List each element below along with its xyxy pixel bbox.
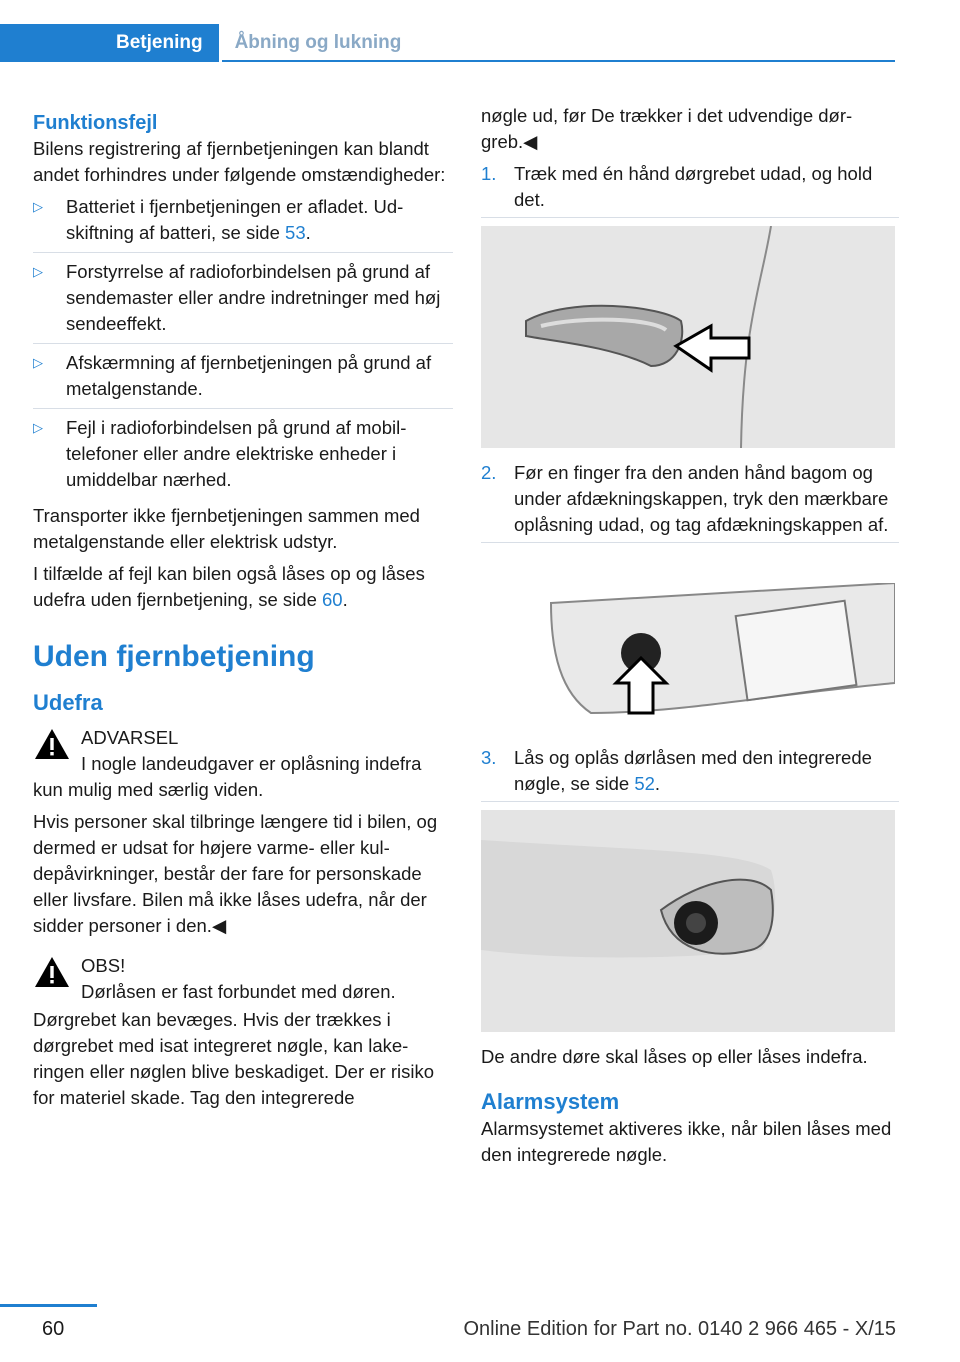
alarm-paragraph: Alarmsystemet aktiveres ikke, når bilen låses med den integrerede nøgle. xyxy=(481,1118,892,1165)
step-list-3 xyxy=(481,745,899,802)
transport-paragraph: Transporter ikke fjernbetjeningen sammen med metalgenstande eller elektrisk udstyr. xyxy=(33,505,420,552)
warning-paragraph: Hvis personer skal tilbringe længere tid i bilen, og dermed er udsat for højere varme- eller kuldepåvirkninger, består der fare for personskade eller livsfare. Bilen må ikke låses udefra, når der sidder personer i den.◀ xyxy=(33,811,438,936)
step-list-2 xyxy=(481,460,899,543)
bullet-triangle-icon: ▷ xyxy=(33,199,43,214)
step-3: 3. Lås og oplås dørlåsen med den integrerede nøgle, se side 52. xyxy=(481,745,899,802)
page-number: 60 xyxy=(42,1318,65,1340)
subheading-funktionsfejl: Funktionsfejl xyxy=(33,112,158,134)
left-column xyxy=(33,110,453,1117)
figure-door-handle-pull xyxy=(481,226,895,448)
notice-title: OBS! xyxy=(81,955,126,976)
step-2: 2. Før en finger fra den anden hånd bagom og under afdækningskappen, tryk den mærkbare oplåsning udad, og tag afdækningskappen af. xyxy=(481,460,899,543)
list-item: ▷ Afskærmning af fjernbetjeningen på grund af metalgenstande. xyxy=(33,350,453,409)
bullet-triangle-icon: ▷ xyxy=(33,420,43,435)
subheading-udefra: Udefra xyxy=(33,690,103,715)
step-list xyxy=(481,161,899,218)
page-link-53[interactable]: 53 xyxy=(285,222,306,243)
intro-paragraph: Bilens registrering af fjernbetjeningen kan blandt andet forhindres under følgende omstændigheder: xyxy=(33,138,446,185)
continued-paragraph: nøgle ud, før De trækker i det udvendige dørgreb.◀ xyxy=(481,105,853,152)
page-link-60[interactable]: 60 xyxy=(322,589,343,610)
fault-paragraph: I tilfælde af fejl kan bilen også låses op og låses udefra uden fjernbetjening, se side 60. xyxy=(33,563,425,610)
notice-block xyxy=(33,953,453,1005)
other-doors-paragraph: De andre døre skal låses op eller låses indefra. xyxy=(481,1046,868,1067)
figure-key-lock xyxy=(481,810,895,1032)
bullet-triangle-icon: ▷ xyxy=(33,264,43,279)
warning-title: ADVARSEL xyxy=(81,727,179,748)
step-1: 1. Træk med én hånd dørgrebet udad, og hold det. xyxy=(481,161,899,218)
header-tabs xyxy=(0,24,417,62)
notice-line: Dørlåsen er fast forbundet med døren. xyxy=(81,981,396,1002)
list-item: ▷ Forstyrrelse af radioforbindelsen på grund af sendemaster eller andre indretninger med høj sendeeffekt. xyxy=(33,259,453,344)
edition-footer: Online Edition for Part no. 0140 2 966 465 - X/15 xyxy=(463,1318,896,1340)
tab-betjening[interactable]: Betjening xyxy=(0,24,219,62)
warning-icon xyxy=(33,727,71,761)
footer-rule xyxy=(0,1304,97,1307)
section-heading: Uden fjernbetjening xyxy=(33,640,315,673)
subheading-alarmsystem: Alarmsystem xyxy=(481,1089,620,1114)
list-item: ▷ Batteriet i fjernbetjeningen er afladet. Udskiftning af batteri, se side 53. xyxy=(33,194,453,253)
right-column xyxy=(481,103,899,1174)
warning-block xyxy=(33,725,453,803)
fault-list xyxy=(33,194,453,499)
header-rule xyxy=(222,60,895,62)
warning-line: I nogle landeudgaver er oplåsning indefra kun mulig med særlig viden. xyxy=(33,753,422,800)
figure-cap-removal xyxy=(481,583,895,733)
tab-abning-og-lukning[interactable]: Åbning og lukning xyxy=(234,32,402,53)
bullet-triangle-icon: ▷ xyxy=(33,355,43,370)
list-item: ▷ Fejl i radioforbindelsen på grund af mobiltelefoner eller andre elektriske enheder i umiddelbar nærhed. xyxy=(33,417,407,490)
page-link-52[interactable]: 52 xyxy=(634,773,655,794)
notice-icon xyxy=(33,955,71,989)
notice-paragraph: Dørgrebet kan bevæges. Hvis der trækkes i dørgrebet med isat integreret nøgle, kan lakeringen eller nøglen blive beskadiget. Der er risiko for materiel skade. Tag den integrerede xyxy=(33,1009,435,1108)
